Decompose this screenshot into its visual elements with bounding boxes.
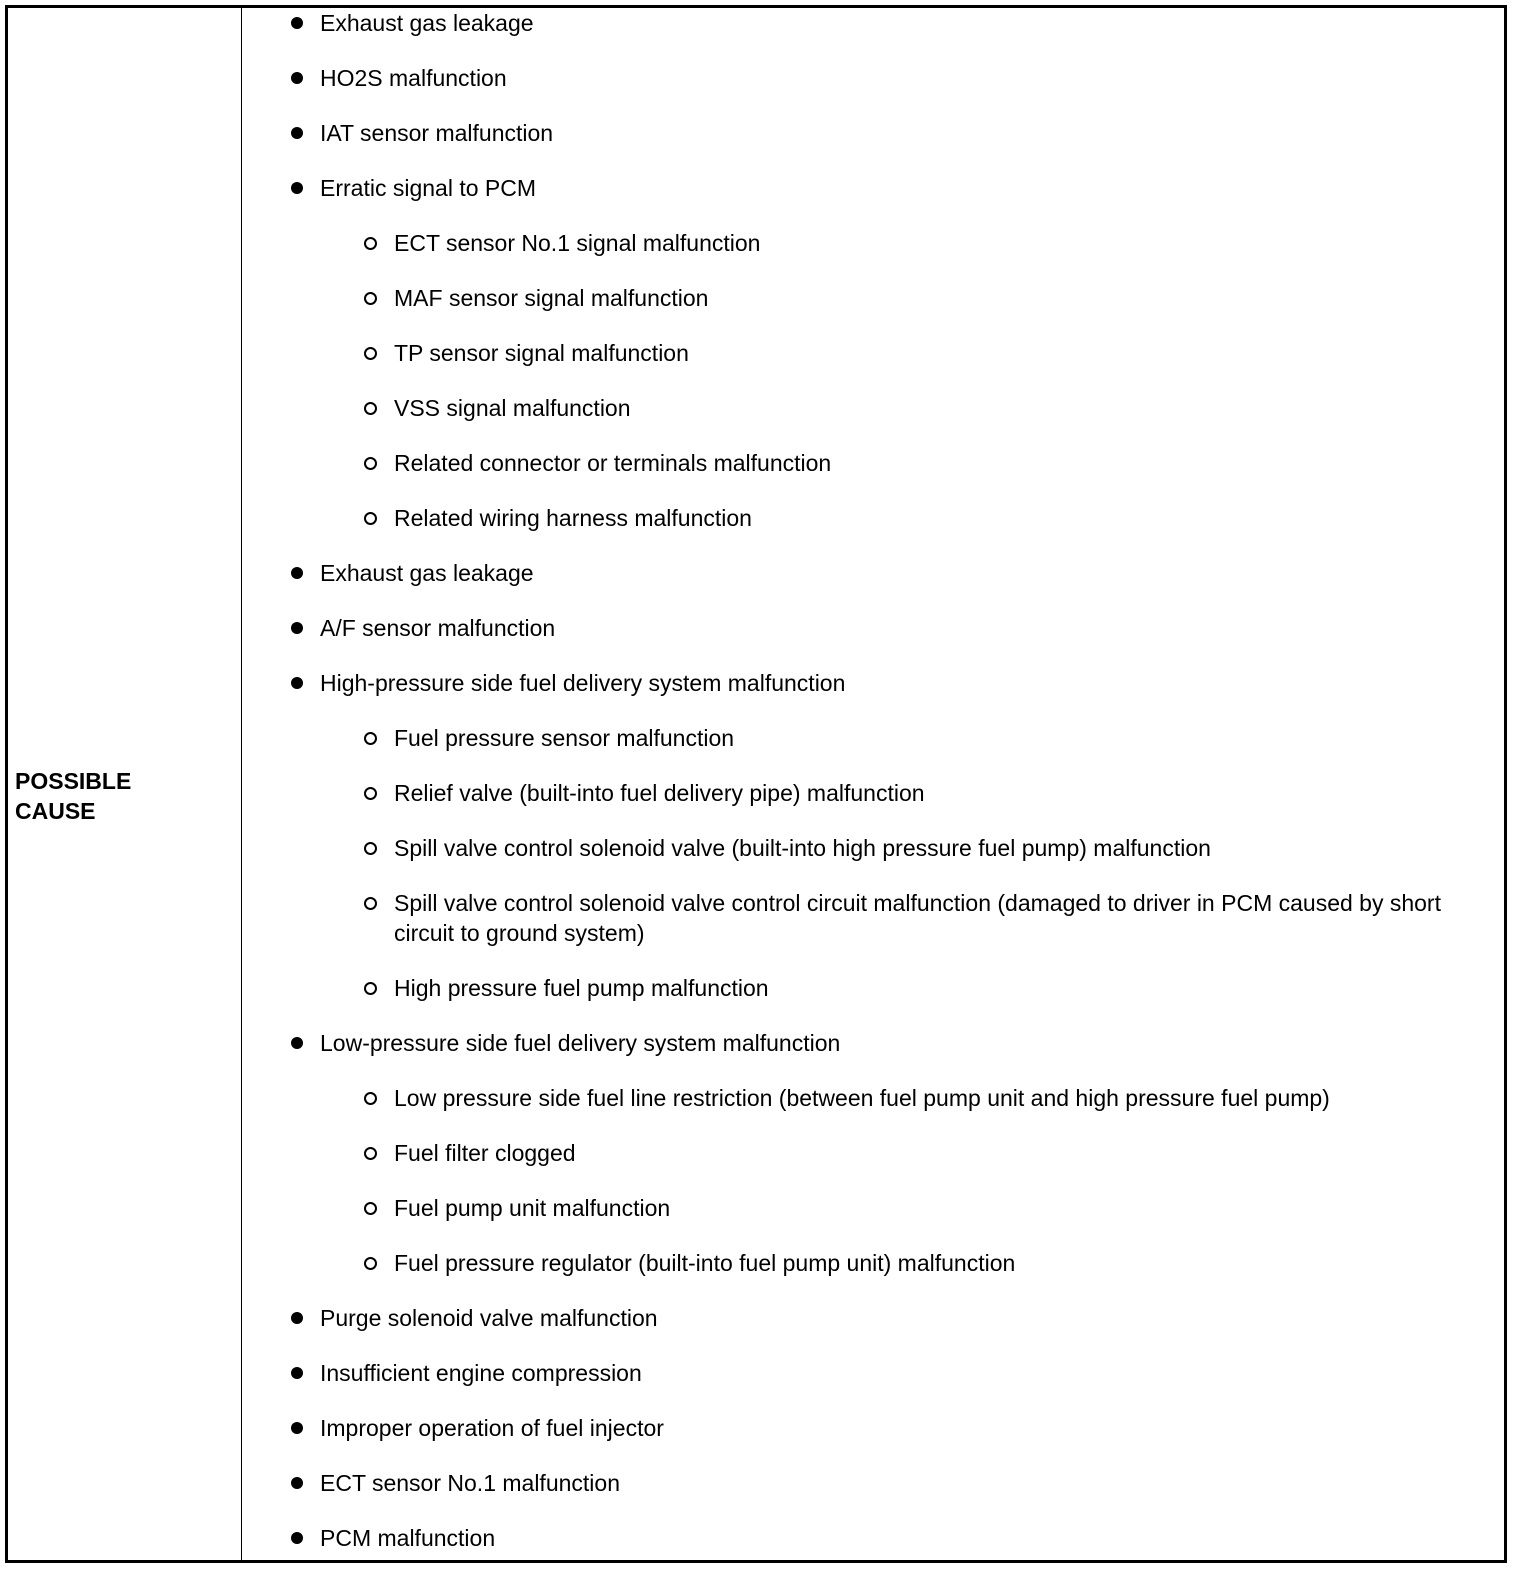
cause-text: A/F sensor malfunction [320, 615, 556, 641]
cause-list [8, 8, 1508, 1568]
cause-text: Low-pressure side fuel delivery system malfunction [320, 1030, 841, 1056]
cause-subitem [394, 338, 689, 368]
cause-text: Related connector or terminals malfunction [394, 450, 832, 476]
bullet-icon [291, 1367, 303, 1379]
cause-subitem [394, 888, 1454, 948]
cause-text: Fuel pump unit malfunction [394, 1195, 671, 1221]
cause-text: Insufficient engine compression [320, 1360, 642, 1386]
cause-item [320, 173, 536, 203]
cause-text: Exhaust gas leakage [320, 560, 534, 586]
bullet-icon [291, 1532, 303, 1544]
cause-text: HO2S malfunction [320, 65, 507, 91]
cause-subitem [394, 503, 752, 533]
hollow-bullet-icon [364, 1092, 377, 1105]
cause-text: PCM malfunction [320, 1525, 496, 1551]
cause-text: Relief valve (built-into fuel delivery pipe) malfunction [394, 780, 925, 806]
bullet-icon [291, 567, 303, 579]
cause-item [320, 668, 845, 698]
cause-item [320, 558, 534, 588]
cause-subitem [394, 833, 1211, 863]
hollow-bullet-icon [364, 1257, 377, 1270]
hollow-bullet-icon [364, 1147, 377, 1160]
cause-text: ECT sensor No.1 signal malfunction [394, 230, 761, 256]
hollow-bullet-icon [364, 982, 377, 995]
cause-text: Fuel filter clogged [394, 1140, 576, 1166]
cause-subitem [394, 723, 734, 753]
cause-subitem [394, 778, 925, 808]
hollow-bullet-icon [364, 402, 377, 415]
hollow-bullet-icon [364, 842, 377, 855]
bullet-icon [291, 1477, 303, 1489]
bullet-icon [291, 622, 303, 634]
bullet-icon [291, 1312, 303, 1324]
cause-text: Spill valve control solenoid valve control circuit malfunction (damaged to driver in PCM caused by short circuit to ground system) [394, 890, 1441, 946]
cause-text: Exhaust gas leakage [320, 10, 534, 36]
cause-text: Fuel pressure regulator (built-into fuel pump unit) malfunction [394, 1250, 1016, 1276]
cause-text: MAF sensor signal malfunction [394, 285, 709, 311]
cause-subitem [394, 228, 760, 258]
cause-subitem [394, 973, 769, 1003]
cause-subitem [394, 393, 631, 423]
bullet-icon [291, 677, 303, 689]
cause-text: Improper operation of fuel injector [320, 1415, 664, 1441]
cause-text: TP sensor signal malfunction [394, 340, 689, 366]
cause-item [320, 1523, 495, 1553]
cause-text: ECT sensor No.1 malfunction [320, 1470, 620, 1496]
cause-subitem [394, 1248, 1015, 1278]
label-line-1: POSSIBLE [15, 768, 132, 794]
hollow-bullet-icon [364, 787, 377, 800]
cause-subitem [394, 283, 708, 313]
cause-subitem [394, 1138, 576, 1168]
cause-item [320, 8, 534, 38]
cause-item [320, 1303, 658, 1333]
label-line-2: CAUSE [15, 798, 96, 824]
bullet-icon [291, 17, 303, 29]
hollow-bullet-icon [364, 897, 377, 910]
cause-item [320, 1413, 664, 1443]
hollow-bullet-icon [364, 457, 377, 470]
cause-item [320, 1468, 620, 1498]
bullet-icon [291, 1422, 303, 1434]
hollow-bullet-icon [364, 237, 377, 250]
cause-item [320, 63, 507, 93]
cause-text: IAT sensor malfunction [320, 120, 554, 146]
cause-text: Fuel pressure sensor malfunction [394, 725, 735, 751]
cause-text: High-pressure side fuel delivery system malfunction [320, 670, 846, 696]
bullet-icon [291, 1037, 303, 1049]
bullet-icon [291, 72, 303, 84]
cause-subitem [394, 1193, 670, 1223]
cause-subitem [394, 448, 831, 478]
cause-item [320, 118, 553, 148]
cause-text: Erratic signal to PCM [320, 175, 537, 201]
hollow-bullet-icon [364, 512, 377, 525]
cause-text: Purge solenoid valve malfunction [320, 1305, 658, 1331]
cause-item [320, 613, 555, 643]
hollow-bullet-icon [364, 347, 377, 360]
cause-subitem [394, 1083, 1330, 1113]
cause-item [320, 1028, 840, 1058]
possible-cause-table [5, 5, 1507, 1563]
hollow-bullet-icon [364, 1202, 377, 1215]
bullet-icon [291, 127, 303, 139]
bullet-icon [291, 182, 303, 194]
cause-text: Related wiring harness malfunction [394, 505, 752, 531]
cause-item [320, 1358, 642, 1388]
hollow-bullet-icon [364, 292, 377, 305]
cause-text: Low pressure side fuel line restriction (between fuel pump unit and high pressure fuel pump) [394, 1085, 1330, 1111]
cause-text: VSS signal malfunction [394, 395, 631, 421]
hollow-bullet-icon [364, 732, 377, 745]
cause-text: Spill valve control solenoid valve (built-into high pressure fuel pump) malfunction [394, 835, 1211, 861]
cause-text: High pressure fuel pump malfunction [394, 975, 769, 1001]
